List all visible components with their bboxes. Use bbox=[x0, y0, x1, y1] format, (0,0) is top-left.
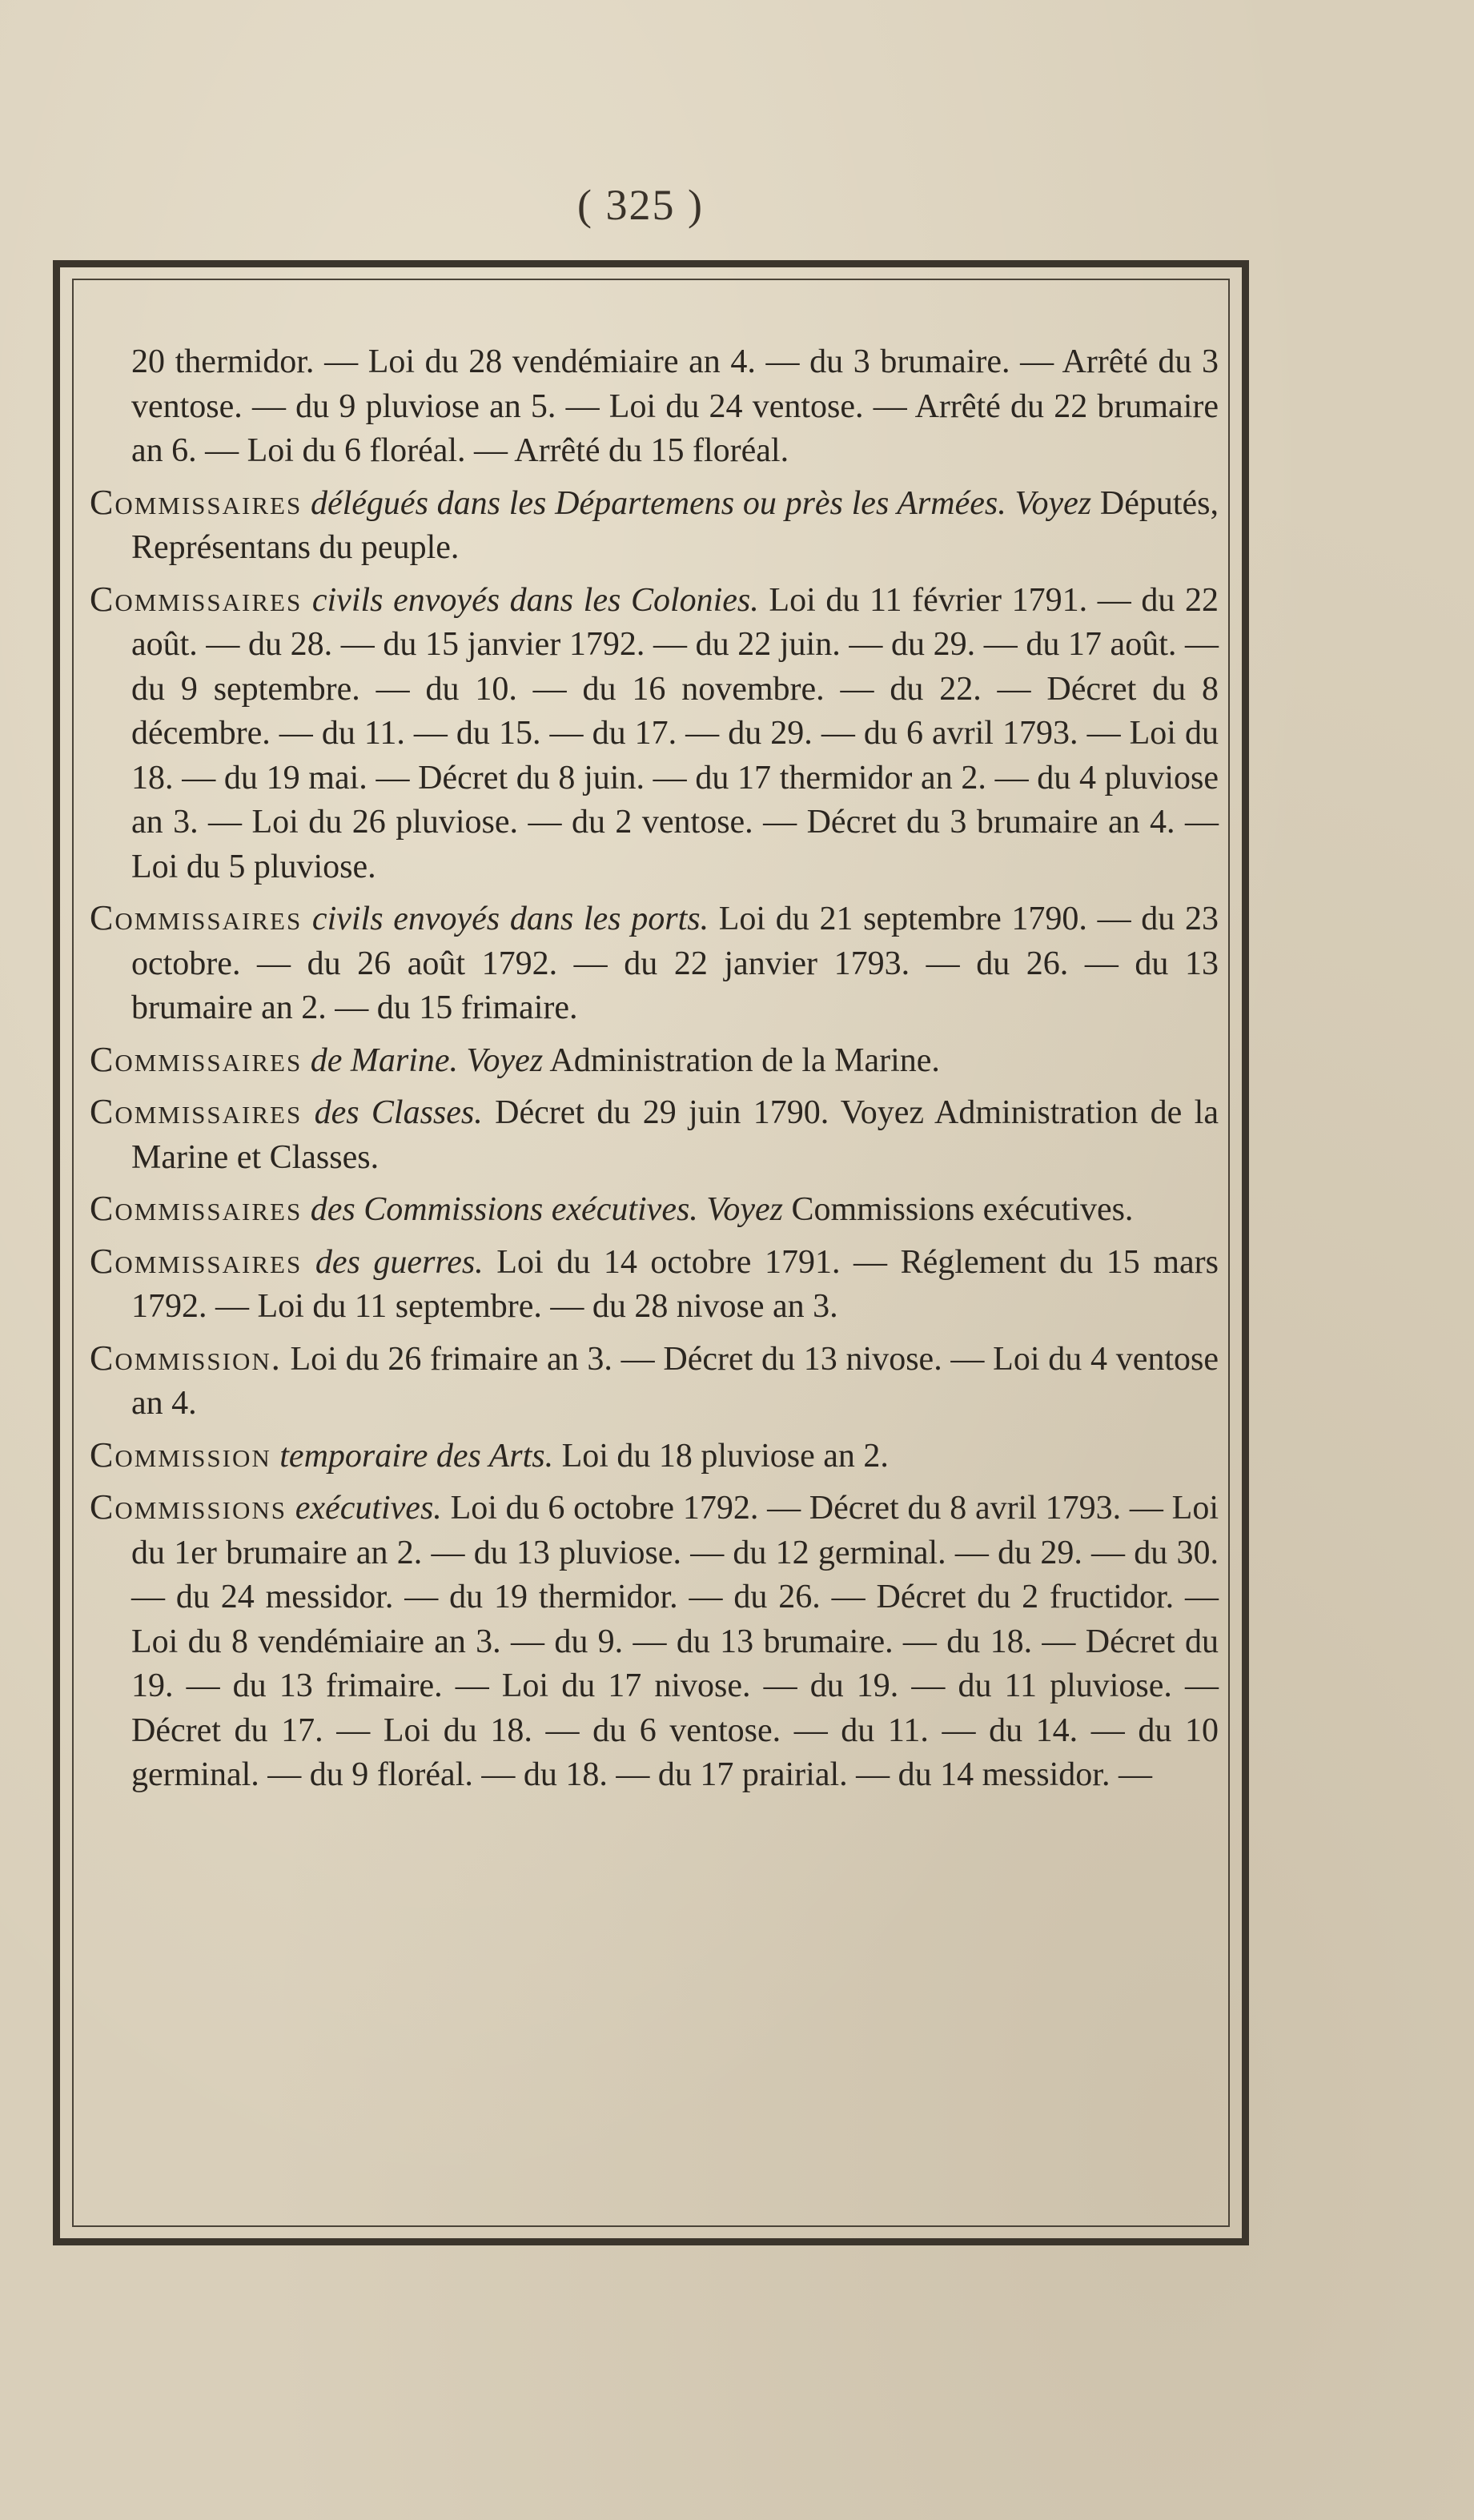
entry-qualifier: exécutives. bbox=[295, 1490, 442, 1527]
index-entry bbox=[90, 1336, 1219, 1427]
entry-heading: Commissaires bbox=[90, 898, 303, 937]
entry-references: Administration de la Marine. bbox=[549, 1041, 940, 1079]
index-entry bbox=[90, 1239, 1219, 1330]
entry-heading: Commissions bbox=[90, 1487, 287, 1527]
entry-references: Loi du 14 octobre 1791. — Réglement du 15 mars 1792. — Loi du 11 septembre. — du 28 nivose an 3. bbox=[131, 1243, 1219, 1325]
index-entry bbox=[90, 896, 1219, 1031]
entry-see-also: Voyez bbox=[1014, 484, 1092, 522]
entry-heading: Commissaires bbox=[90, 1189, 303, 1228]
entry-see-also: Voyez bbox=[706, 1191, 783, 1228]
index-entry bbox=[90, 1186, 1219, 1233]
entry-heading: Commissaires bbox=[90, 1241, 303, 1281]
entry-references: Loi du 21 septembre 1790. — du 23 octobre. — du 26 août 1792. — du 22 janvier 1793. — du 26. — du 13 brumaire an 2. — du 15 frimaire. bbox=[131, 901, 1219, 1026]
entry-references: Députés, Représentans du peuple. bbox=[131, 484, 1219, 566]
index-entry bbox=[90, 1433, 1219, 1479]
entry-see-also: Voyez bbox=[466, 1041, 544, 1079]
entry-references: Loi du 18 pluviose an 2. bbox=[561, 1437, 889, 1475]
entry-references: Décret du 29 juin 1790. Voyez Administration de la Marine et Classes. bbox=[131, 1094, 1219, 1176]
entry-references: Loi du 6 octobre 1792. — Décret du 8 avril 1793. — Loi du 1er brumaire an 2. — du 13 pluviose. — du 12 germinal. — du 29. — du 30. — du 24 messidor. — du 19 thermidor. — du 26. — Décret du 2 fructidor. — Loi du 8 vendémiaire an 3. — du 9. — du 13 brumaire. — du 18. — Décret du 19. — du 13 frimaire. — Loi du 17 nivose. — du 19. — du 11 pluviose. — Décret du 17. — Loi du 18. — du 6 ventose. — du 11. — du 14. — du 10 germinal. — du 9 floréal. — du 18. — du 17 prairial. — du 14 messidor. — bbox=[131, 1490, 1219, 1793]
entry-qualifier: des Commissions exécutives. bbox=[310, 1191, 698, 1228]
entry-qualifier: délégués dans les Départemens ou près les Armées. bbox=[310, 484, 1006, 522]
index-body bbox=[90, 340, 1219, 1804]
entry-heading: Commissaires bbox=[90, 1039, 303, 1079]
entry-qualifier: des guerres. bbox=[315, 1243, 484, 1281]
entry-heading: Commissaires bbox=[90, 1092, 303, 1131]
entry-heading: Commissaires bbox=[90, 482, 303, 522]
index-entry bbox=[90, 480, 1219, 571]
index-entry bbox=[90, 1037, 1219, 1084]
entry-heading: Commissaires bbox=[90, 579, 303, 619]
entry-qualifier: des Classes. bbox=[314, 1094, 483, 1131]
entry-references: Loi du 26 frimaire an 3. — Décret du 13 nivose. — Loi du 4 ventose an 4. bbox=[131, 1340, 1219, 1422]
entry-qualifier: civils envoyés dans les Colonies. bbox=[311, 581, 759, 619]
continuation-text: 20 thermidor. — Loi du 28 vendémiaire an 4. — du 3 brumaire. — Arrêté du 3 ventose. — du 9 pluviose an 5. — Loi du 24 ventose. — Arrêté du 22 brumaire an 6. — Loi du 6 floréal. — Arrêté du 15 floréal. bbox=[131, 343, 1219, 469]
entry-qualifier: civils envoyés dans les ports. bbox=[311, 901, 709, 937]
page-number: ( 325 ) bbox=[577, 181, 704, 229]
index-entry bbox=[90, 1089, 1219, 1180]
entry-heading: Commission bbox=[90, 1435, 271, 1475]
entry-qualifier: temporaire des Arts. bbox=[279, 1437, 554, 1475]
entry-qualifier: de Marine. bbox=[310, 1041, 459, 1079]
index-entry bbox=[90, 1485, 1219, 1798]
entry-heading: Commission. bbox=[90, 1338, 282, 1378]
entry-references: Commissions exécutives. bbox=[791, 1191, 1134, 1228]
entry-references: Loi du 11 février 1791. — du 22 août. — du 28. — du 15 janvier 1792. — du 22 juin. — du 29. — du 17 août. — du 9 septembre. — du 10. — du 16 novembre. — du 22. — Décret du 8 décembre. — du 11. — du 15. — du 17. — du 29. — du 6 avril 1793. — Loi du 18. — du 19 mai. — Décret du 8 juin. — du 17 thermidor an 2. — du 4 pluviose an 3. — Loi du 26 pluviose. — du 2 ventose. — Décret du 3 brumaire an 4. — Loi du 5 pluviose. bbox=[131, 581, 1219, 885]
index-entry bbox=[90, 577, 1219, 890]
